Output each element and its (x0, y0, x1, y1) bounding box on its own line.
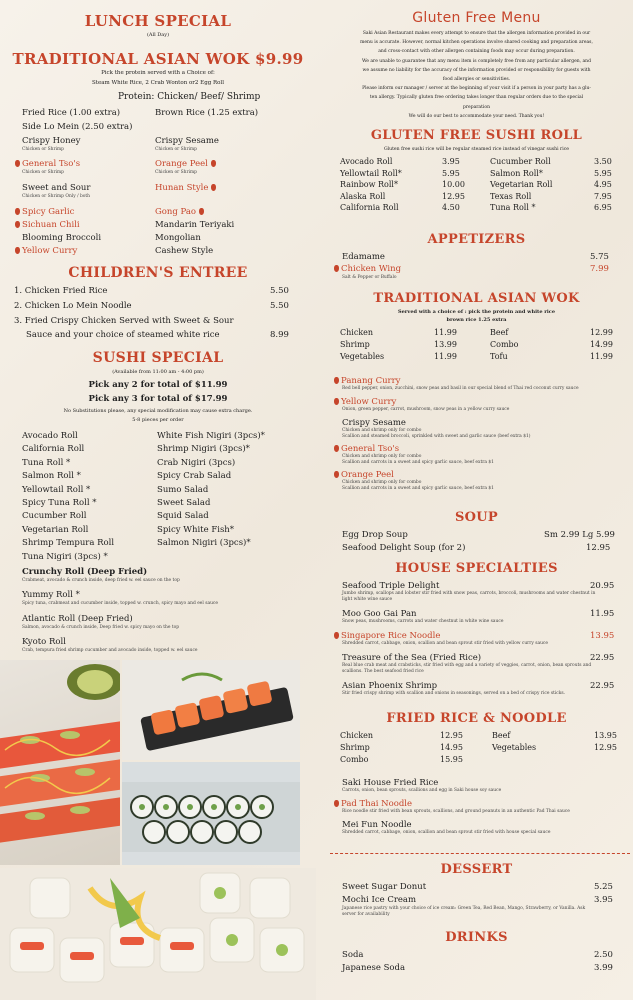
lunch-sichuan: Sichuan Chili (15, 220, 80, 230)
lunch-special-title: LUNCH SPECIAL (84, 12, 232, 30)
sushi-special-item: Crab Nigiri (3pcs) (157, 457, 236, 468)
wok-protein-price: 14.99 (590, 340, 613, 349)
house-dish: Seafood Triple Delight (342, 581, 440, 591)
lunch-protein: Protein: Chicken/ Beef/ Shrimp (118, 92, 261, 102)
fried-rice-price: 12.95 (440, 731, 463, 740)
gluten-free-intro-line: food allergies or sensitivities. (442, 77, 511, 82)
wok-dish: Panang Curry (334, 376, 400, 386)
chili-pepper-icon (199, 208, 204, 215)
gf-sushi-item: Salmon Roll* (490, 168, 543, 178)
lunch-lo-mein: Side Lo Mein (2.50 extra) (22, 122, 133, 132)
gf-sushi-price: 4.50 (442, 203, 460, 212)
sushi-photo-3 (122, 762, 300, 865)
chili-pepper-icon (334, 445, 339, 452)
gf-sushi-price: 12.95 (442, 191, 465, 201)
lunch-brown-rice: Brown Rice (1.25 extra) (155, 108, 259, 118)
lunch-orange-peel-sub: Chicken or Shrimp (155, 170, 197, 175)
fried-rice-dish-desc: Rice noodle stir fried with bean sprouts, scallions, and ground peanuts in an authentic Pad Thai sauce (342, 809, 570, 814)
gf-sushi-title: GLUTEN FREE SUSHI ROLL (370, 128, 583, 143)
gluten-free-intro-line: ten allergy. Typically gluten free ordering takes longer than regular orders due to the special (369, 95, 584, 101)
egg-drop-soup: Egg Drop Soup (342, 530, 408, 540)
house-dish-desc: Snow peas, mushrooms, carrots and water chestnut in white wine sauce (342, 619, 504, 624)
chili-pepper-icon (334, 632, 339, 639)
gluten-free-intro-line: and cross-contact with other allergen containing foods may occur during preparation. (378, 49, 575, 55)
lunch-crispy-sesame: Crispy Sesame (155, 136, 219, 146)
chili-pepper-icon (334, 471, 339, 478)
house-dish-price: 11.95 (590, 609, 615, 619)
wok-protein-price: 11.99 (434, 328, 457, 337)
house-dish-desc: scallions. The best seafood fried rice (342, 669, 424, 674)
wok-title: TRADITIONAL ASIAN WOK (373, 291, 580, 306)
wok-dish: Yellow Curry (334, 397, 396, 407)
lunch-crispy-honey-sub: Chicken or Shrimp (22, 147, 64, 152)
house-dish-desc: Stir fried crispy shrimp with scallion and onions in seasonings, served on a bed of crispy rice sticks. (342, 691, 566, 696)
house-dish: Treasure of the Sea (Fried Rice) (342, 653, 482, 663)
lunch-note-1: Pick the protein served with a Choice of: (101, 70, 215, 76)
wok-protein: Tofu (490, 352, 508, 361)
children-price-1: 5.50 (270, 286, 289, 296)
lunch-orange-peel: Orange Peel (155, 159, 218, 169)
gluten-free-intro-line: preparation (463, 104, 490, 110)
wok-protein: Combo (490, 340, 519, 349)
lunch-note-2: Steam White Rice, 2 Crab Wonton or2 Egg Roll (92, 80, 224, 86)
gf-sushi-item: Rainbow Roll* (340, 180, 398, 189)
sushi-special-item: Spicy Crab Salad (157, 471, 232, 482)
wok-dish: Crispy Sesame (342, 418, 406, 428)
fried-rice-price: 14.95 (440, 743, 463, 752)
gf-sushi-item: Cucumber Roll (490, 157, 551, 166)
gf-sushi-note: Gluten free sushi rice will be regular steamed rice instead of vinegar sushi rice (383, 147, 569, 152)
chili-pepper-icon (334, 377, 339, 384)
chili-pepper-icon (15, 221, 20, 228)
house-dish-price: 13.95 (590, 631, 615, 641)
gluten-free-intro-line: menu is accurate. However, normal kitchen operations involve shared cooking and preparation areas, (360, 40, 593, 46)
sushi-rolls-photo (0, 660, 120, 865)
house-dish: Asian Phoenix Shrimp (342, 681, 438, 691)
mochi: Mochi Ice Cream (342, 895, 417, 905)
sugar-donut-price: 5.25 (594, 882, 613, 892)
crunchy-roll: Crunchy Roll (Deep Fried) (22, 567, 148, 577)
house-dish-price: 20.95 (590, 581, 615, 591)
mochi-desc-2: server for availability (342, 912, 390, 917)
fried-rice-title: FRIED RICE & NOODLE (386, 711, 567, 726)
children-item-3: 3. Fried Crispy Chicken Served with Sweet & Sour (14, 316, 234, 326)
gf-sushi-item: California Roll (340, 203, 399, 212)
salmon-rolls-photo (122, 660, 300, 760)
children-item-2: 2. Chicken Lo Mein Noodle (14, 301, 132, 311)
fried-rice-dish-desc: Carrots, onion, bean sprouts, scallions and egg in Saki house soy sauce (342, 788, 502, 793)
gluten-free-intro-line: we assume no liability for the accuracy of the information provided or responsibility for guests with (362, 67, 591, 73)
wok-protein: Vegetables (340, 352, 385, 361)
lunch-spicy-garlic: Spicy Garlic (15, 207, 74, 217)
sushi-special-pick2: Pick any 2 for total of $11.99 (88, 380, 228, 390)
lunch-yellow-curry: Yellow Curry (15, 246, 77, 256)
sushi-special-item: Squid Salad (157, 511, 209, 522)
gf-sushi-price: 3.50 (594, 157, 612, 166)
chili-pepper-icon (15, 208, 20, 215)
fried-rice-protein: Vegetables (492, 743, 537, 752)
wok-dish-desc: Chicken and shrimp only for combo (342, 480, 422, 485)
lunch-gong-pao: Gong Pao (155, 207, 206, 217)
sushi-special-item: White Fish Nigiri (3pcs)* (157, 431, 265, 441)
wok-dish-desc: Scallion and steamed broccoli, sprinkled with sweet and garlic sauce (beef extra $1) (342, 434, 531, 439)
sushi-special-item: Tuna Nigiri (3pcs) * (22, 551, 108, 562)
gf-sushi-price: 4.95 (594, 180, 612, 189)
gf-sushi-price: 10.00 (442, 180, 465, 189)
sushi-special-item: Sumo Salad (157, 484, 209, 495)
sushi-special-item: Yellowtail Roll * (22, 484, 91, 495)
wok-dish-desc: Chicken and shrimp only for combo (342, 454, 422, 459)
sushi-special-item: Salmon Roll * (22, 471, 81, 482)
atlantic-roll: Atlantic Roll (Deep Fried) (22, 614, 133, 624)
wok-dish: General Tso's (334, 444, 399, 454)
mochi-price: 3.95 (594, 895, 613, 905)
lunch-cashew: Cashew Style (155, 246, 214, 256)
sushi-special-note: No Substitutions please, any special modification may cause extra charge. (63, 408, 253, 414)
chicken-wing-sub: Salt & Pepper or Buffalo (342, 275, 397, 280)
fried-rice-dish: Mei Fun Noodle (342, 820, 412, 830)
wok-dish-desc: Scallion and carrots in a sweet and spicy garlic sauce, beef extra $1 (342, 460, 494, 465)
lunch-sweet-sour: Sweet and Sour (22, 183, 91, 193)
house-title: HOUSE SPECIALTIES (395, 561, 558, 576)
gf-sushi-price: 5.95 (594, 168, 612, 178)
gf-sushi-item: Avocado Roll (340, 157, 393, 166)
house-dish-desc: Real blue crab meat and crabsticks, stir fried with egg and a variety of veggies, carrot, onion, bean sprouts and (342, 663, 592, 668)
soda: Soda (342, 950, 364, 960)
gf-sushi-item: Alaska Roll (340, 191, 386, 201)
yummy-roll-desc: Spicy tuna, crabmeat and cucumber inside, topped w. crunch, spicy mayo and eel sauce (22, 601, 218, 606)
lunch-mongolian: Mongolian (155, 233, 201, 243)
edamame: Edamame (342, 252, 385, 262)
gf-sushi-price: 5.95 (442, 168, 460, 178)
sushi-special-item: Cucumber Roll (22, 511, 87, 522)
fried-rice-dish: Saki House Fried Rice (342, 778, 439, 788)
sushi-special-item: Shrimp Nigiri (3pcs)* (157, 444, 250, 455)
house-dish-desc: Jumbo shrimp, scallops and lobster stir fried with snow peas, carrots, broccoli, mushrooms and water chestnut in (342, 591, 596, 596)
gluten-free-intro-line: Please inform our manager / server at the beginning of your visit if a person in your party has a glu- (362, 86, 591, 92)
chili-pepper-icon (334, 398, 339, 405)
lunch-fried-rice: Fried Rice (1.00 extra) (22, 108, 121, 118)
chili-pepper-icon (211, 160, 216, 167)
seafood-soup: Seafood Delight Soup (for 2) (342, 543, 466, 553)
chili-pepper-icon (211, 184, 216, 191)
sushi-photo-2 (122, 660, 300, 760)
fried-rice-protein: Shrimp (340, 743, 370, 752)
sushi-special-pick3: Pick any 3 for total of $17.99 (88, 394, 228, 404)
wok-protein-price: 13.99 (434, 340, 457, 349)
sushi-special-item: Spicy White Fish* (157, 524, 235, 535)
lunch-wok-title: TRADITIONAL ASIAN WOK $9.99 (12, 50, 304, 68)
soup-title: SOUP (454, 510, 499, 525)
fried-rice-protein: Chicken (340, 731, 374, 740)
gluten-free-title: Gluten Free Menu (412, 10, 541, 26)
fried-rice-dish-desc: Shredded carrot, cabbage, onion, scallion and bean sprout stir fried with house special sauce (342, 830, 551, 835)
chili-pepper-icon (15, 247, 20, 254)
sugar-donut: Sweet Sugar Donut (342, 882, 427, 892)
sushi-special-item: Shrimp Tempura Roll (22, 538, 115, 549)
house-dish-desc: light white wine sauce (342, 597, 393, 602)
children-title: CHILDREN'S ENTREE (68, 265, 248, 281)
dessert-title: DESSERT (440, 862, 513, 877)
wok-protein-price: 11.99 (590, 352, 613, 361)
sushi-special-item: Salmon Nigiri (3pcs)* (157, 538, 251, 549)
wok-dish-desc: Onion, green pepper, carrot, mushroom, snow peas in a yellow curry sauce (342, 407, 510, 412)
gf-sushi-item: Vegetarian Roll (490, 180, 553, 189)
chili-pepper-icon (334, 265, 339, 272)
sushi-special-title: SUSHI SPECIAL (92, 350, 224, 366)
sushi-special-pieces: 5-8 pieces per order (132, 417, 184, 423)
gf-sushi-item: Yellowtail Roll* (340, 168, 402, 178)
fried-rice-price: 12.95 (594, 743, 617, 752)
sushi-photo-1 (0, 660, 120, 865)
wok-protein-price: 11.99 (434, 352, 457, 361)
lunch-general-tso: General Tso's (15, 159, 80, 169)
japanese-soda-price: 3.99 (594, 963, 613, 973)
fried-rice-protein: Beef (492, 731, 511, 740)
house-dish: Moo Goo Gai Pan (342, 609, 417, 619)
fried-rice-dish: Pad Thai Noodle (334, 799, 412, 809)
sushi-special-item: Tuna Roll * (22, 457, 71, 468)
maki-rolls-photo (122, 762, 300, 865)
sushi-special-item: California Roll (22, 444, 85, 455)
wok-dish-desc: Red bell pepper, onion, zucchini, snow peas and basil in our special blend of Thai red coconut curry sauce (342, 386, 579, 391)
wok-protein: Beef (490, 328, 509, 337)
lunch-crispy-sesame-sub: Chicken or Shrimp (155, 147, 197, 152)
sushi-special-item: Vegetarian Roll (22, 524, 89, 535)
gf-sushi-price: 7.95 (594, 191, 612, 201)
sushi-special-item: Avocado Roll (22, 431, 78, 441)
wok-note-2: brown rice 1.25 extra (446, 317, 507, 323)
wok-protein: Shrimp (340, 340, 370, 349)
wok-note: Served with a choice of : pick the protein and white rice (398, 309, 555, 315)
soda-price: 2.50 (594, 950, 613, 960)
kyoto-roll-desc: Crab, tempura fried shrimp cucumber and avocado inside, topped w. eel sauce (22, 648, 198, 653)
lunch-broccoli: Blooming Broccoli (22, 233, 102, 243)
sushi-special-avail: (Available from 11:00 am - 4:00 pm) (112, 369, 204, 375)
gf-sushi-item: Texas Roll (490, 191, 532, 201)
gluten-free-intro-line: Saki Asian Restaurant makes every attempt to ensure that the allergen information provided in our (362, 31, 591, 36)
japanese-soda: Japanese Soda (342, 963, 406, 973)
gf-sushi-price: 6.95 (594, 203, 612, 212)
children-item-3-line2: Sauce and your choice of steamed white rice (26, 330, 220, 340)
lunch-hunan: Hunan Style (155, 183, 218, 193)
house-dish-desc: Shredded carrot, cabbage, onion, scallion and bean sprout stir fried with yellow curry sauce (342, 641, 548, 646)
gluten-free-intro-line: We are unable to guarantee that any menu item is completely free from any particular allergen, and (362, 58, 591, 64)
mochi-desc: Japanese rice pastry with your choice of ice cream: Green Tea, Red Bean, Mango, Strawberry, or Vanilla. Ask (342, 906, 586, 911)
crunchy-roll-desc: Crabmeat, avocado & crunch inside, deep fried w. eel sauce on the top (22, 578, 180, 583)
fried-rice-price: 15.95 (440, 755, 463, 764)
children-price-2: 5.50 (270, 301, 289, 311)
wok-protein-price: 12.99 (590, 328, 613, 337)
lunch-teriyaki: Mandarin Teriyaki (155, 220, 235, 230)
yummy-roll: Yummy Roll * (22, 590, 80, 600)
children-price-3: 8.99 (270, 330, 289, 340)
appetizers-title: APPETIZERS (427, 232, 526, 247)
divider (330, 853, 630, 854)
drinks-title: DRINKS (445, 930, 508, 945)
fried-rice-protein: Combo (340, 755, 369, 764)
children-item-1: 1. Chicken Fried Rice (14, 286, 108, 296)
fried-rice-price: 13.95 (594, 731, 617, 740)
atlantic-roll-desc: Salmon, avocado & crunch inside, Deep fried w. spicy mayo on the top (22, 625, 180, 630)
lunch-all-day: (All Day) (146, 32, 170, 38)
sushi-special-item: Spicy Tuna Roll * (22, 498, 97, 508)
chicken-wing: Chicken Wing (334, 264, 401, 274)
chicken-wing-price: 7.99 (590, 264, 609, 274)
house-dish-price: 22.95 (590, 681, 615, 691)
gf-sushi-item: Tuna Roll * (490, 203, 536, 212)
sushi-special-item: Sweet Salad (157, 498, 211, 508)
chili-pepper-icon (334, 800, 339, 807)
chili-pepper-icon (15, 160, 20, 167)
gf-sushi-price: 3.95 (442, 157, 460, 166)
wok-dish: Orange Peel (334, 470, 394, 480)
wok-dish-desc: Scallion and carrots in a sweet and spicy garlic sauce, beef extra $1 (342, 486, 494, 491)
house-dish-price: 22.95 (590, 653, 615, 663)
wok-dish-desc: Chicken and shrimp only for combo (342, 428, 422, 433)
wok-protein: Chicken (340, 328, 374, 337)
egg-drop-soup-price: Sm 2.99 Lg 5.99 (544, 530, 615, 540)
sushi-photo-4 (0, 868, 316, 1000)
seafood-soup-price: 12.95 (586, 543, 611, 553)
lunch-crispy-honey: Crispy Honey (22, 136, 81, 146)
lunch-sweet-sour-sub: Chicken or Shrimp Only / both (22, 194, 91, 199)
sushi-platter-photo (0, 868, 316, 1000)
house-dish: Singapore Rice Noodle (334, 631, 440, 641)
gluten-free-intro-line: We will do our best to accommodate your need. Thank you! (408, 113, 545, 119)
edamame-price: 5.75 (590, 252, 609, 262)
kyoto-roll: Kyoto Roll (22, 637, 66, 647)
lunch-general-tso-sub: Chicken or Shrimp (22, 170, 64, 175)
